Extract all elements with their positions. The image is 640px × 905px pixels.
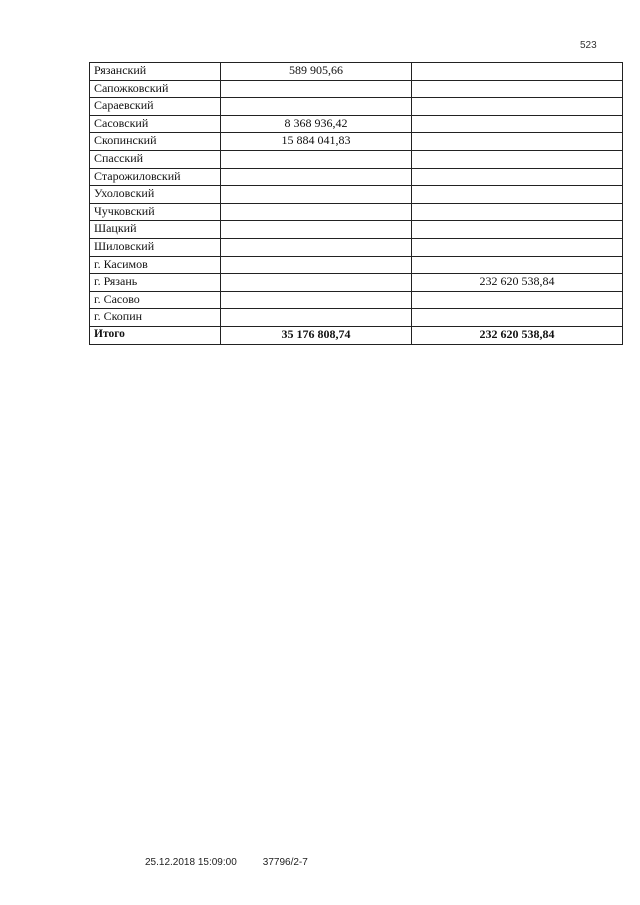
district-name-cell: г. Рязань	[90, 274, 221, 292]
amount-a-cell	[221, 168, 412, 186]
amount-a-cell	[221, 80, 412, 98]
amount-a-cell: 8 368 936,42	[221, 115, 412, 133]
amount-b-cell	[412, 115, 623, 133]
district-name-cell: Сапожковский	[90, 80, 221, 98]
footer	[145, 857, 308, 868]
table-row	[90, 115, 623, 133]
footer-timestamp: 25.12.2018 15:09:00	[145, 857, 237, 868]
amount-a-cell	[221, 203, 412, 221]
amount-b-cell	[412, 63, 623, 81]
amount-a-cell	[221, 238, 412, 256]
table-row	[90, 291, 623, 309]
amount-a-cell	[221, 274, 412, 292]
district-name-cell: г. Скопин	[90, 309, 221, 327]
district-name-cell: Шиловский	[90, 238, 221, 256]
district-name-cell: Старожиловский	[90, 168, 221, 186]
amount-b-cell	[412, 186, 623, 204]
district-name-cell: Сараевский	[90, 98, 221, 116]
amount-b-cell	[412, 150, 623, 168]
table-row	[90, 63, 623, 81]
table-row	[90, 309, 623, 327]
amount-b-cell	[412, 256, 623, 274]
table-row	[90, 203, 623, 221]
amount-a-cell	[221, 98, 412, 116]
table-body	[90, 63, 623, 345]
table-row	[90, 133, 623, 151]
amount-a-cell: 35 176 808,74	[221, 326, 412, 344]
district-name-cell: Сасовский	[90, 115, 221, 133]
district-name-cell: г. Сасово	[90, 291, 221, 309]
budget-table	[89, 62, 623, 345]
table-row	[90, 168, 623, 186]
amount-a-cell: 589 905,66	[221, 63, 412, 81]
district-name-cell: Спасский	[90, 150, 221, 168]
amount-b-cell	[412, 221, 623, 239]
page-number: 523	[580, 40, 597, 51]
table-row	[90, 221, 623, 239]
table-row	[90, 274, 623, 292]
table-row	[90, 238, 623, 256]
table-row	[90, 150, 623, 168]
district-name-cell: Итого	[90, 326, 221, 344]
amount-b-cell	[412, 168, 623, 186]
amount-b-cell	[412, 80, 623, 98]
amount-b-cell	[412, 291, 623, 309]
amount-b-cell	[412, 98, 623, 116]
table-row	[90, 256, 623, 274]
district-name-cell: Шацкий	[90, 221, 221, 239]
table-row	[90, 186, 623, 204]
amount-a-cell: 15 884 041,83	[221, 133, 412, 151]
amount-a-cell	[221, 309, 412, 327]
amount-a-cell	[221, 221, 412, 239]
district-name-cell: г. Касимов	[90, 256, 221, 274]
amount-a-cell	[221, 150, 412, 168]
amount-b-cell	[412, 133, 623, 151]
table-row	[90, 98, 623, 116]
amount-b-cell: 232 620 538,84	[412, 274, 623, 292]
amount-a-cell	[221, 256, 412, 274]
amount-b-cell	[412, 238, 623, 256]
district-name-cell: Чучковский	[90, 203, 221, 221]
district-name-cell: Рязанский	[90, 63, 221, 81]
amount-b-cell: 232 620 538,84	[412, 326, 623, 344]
footer-doc-code: 37796/2-7	[262, 857, 308, 868]
amount-b-cell	[412, 309, 623, 327]
amount-a-cell	[221, 291, 412, 309]
district-name-cell: Ухоловский	[90, 186, 221, 204]
amount-a-cell	[221, 186, 412, 204]
district-name-cell: Скопинский	[90, 133, 221, 151]
amount-b-cell	[412, 203, 623, 221]
table-row	[90, 80, 623, 98]
total-row	[90, 326, 623, 344]
